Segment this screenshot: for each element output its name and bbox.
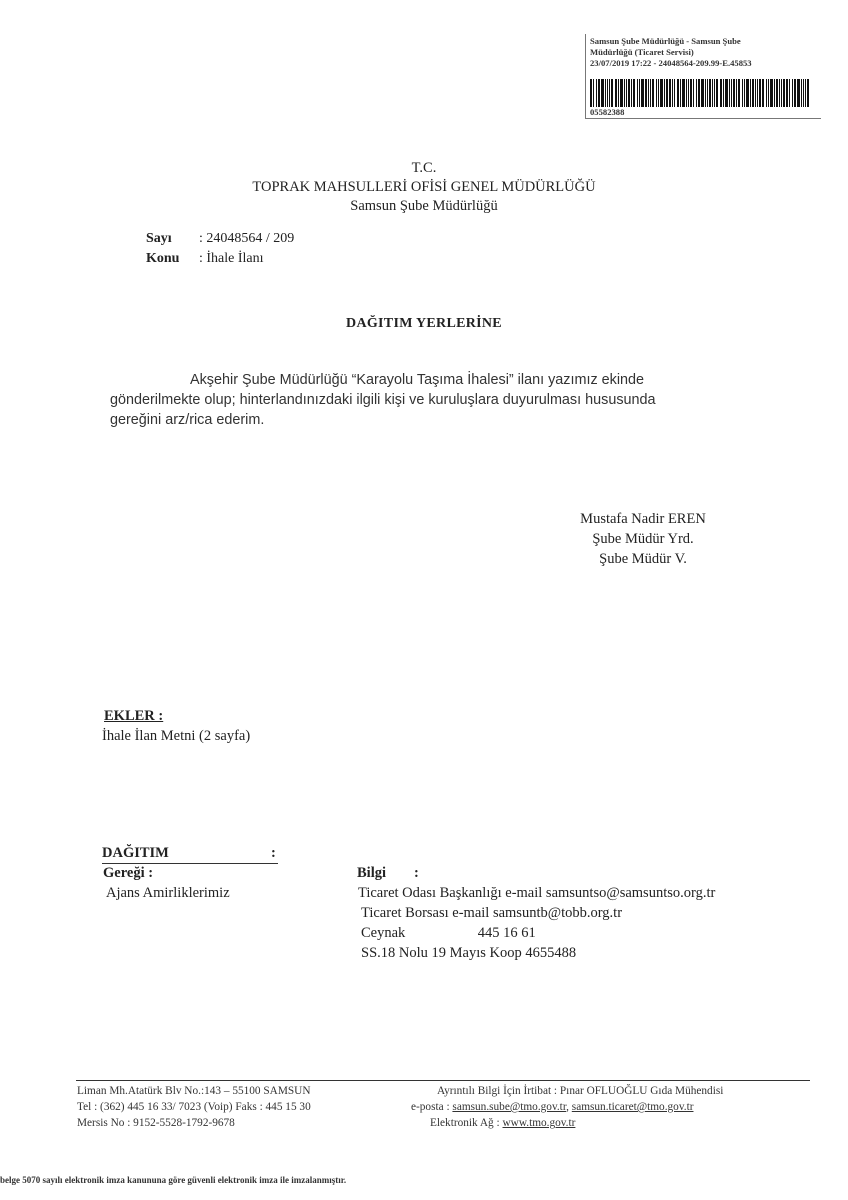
barcode-bar — [686, 79, 687, 107]
barcode-bar — [680, 79, 681, 107]
barcode-bar — [794, 79, 796, 107]
barcode-bar — [783, 79, 785, 107]
bilgi-colon: : — [414, 865, 419, 881]
distribution-colon: : — [271, 845, 276, 861]
barcode-bar — [736, 79, 737, 107]
barcode-bar — [669, 79, 671, 107]
barcode-bar — [637, 79, 638, 107]
document-stamp — [585, 34, 821, 119]
barcode-bar — [656, 79, 657, 107]
barcode-bar — [766, 79, 767, 107]
footer-web-link[interactable]: www.tmo.gov.tr — [502, 1117, 576, 1129]
footer-phone: Tel : (362) 445 16 33/ 7023 (Voip) Faks : 445 15 30 — [77, 1101, 311, 1113]
distribution-heading: DAĞITIM — [102, 845, 169, 861]
bilgi-item: Ceynak 445 16 61 — [361, 925, 536, 941]
body-line-2: gönderilmekte olup; hinterlandınızdaki ilgili kişi ve kuruluşlara duyurulması hususunda — [110, 392, 656, 408]
signatory-name: Mustafa Nadir EREN — [580, 511, 706, 527]
barcode-bar — [650, 79, 651, 107]
attachment-item: İhale İlan Metni (2 sayfa) — [102, 728, 251, 744]
barcode-bar — [742, 79, 743, 107]
barcode-bar — [598, 79, 600, 107]
barcode-bar — [716, 79, 718, 107]
barcode-bar — [674, 79, 675, 107]
barcode-bar — [693, 79, 694, 107]
sayi-value: : 24048564 / 209 — [199, 231, 295, 246]
barcode-bar — [801, 79, 802, 107]
gerek-label: Gereği : — [103, 865, 154, 881]
barcode-bar — [664, 79, 665, 107]
footer-email-link-2[interactable]: samsun.ticaret@tmo.gov.tr — [571, 1101, 694, 1113]
barcode-bar — [774, 79, 775, 107]
bilgi-item: Ticaret Odası Başkanlığı e-mail samsuntso@samsuntso.org.tr — [358, 885, 716, 901]
barcode-bar — [618, 79, 619, 107]
barcode-bar — [725, 79, 728, 107]
barcode-bar — [752, 79, 754, 107]
barcode-bar — [677, 79, 679, 107]
barcode-bar — [757, 79, 758, 107]
barcode-bar — [733, 79, 735, 107]
barcode-bar — [615, 79, 617, 107]
barcode-bar — [759, 79, 761, 107]
footer-divider — [76, 1080, 810, 1081]
barcode-bar — [712, 79, 713, 107]
barcode-bar — [731, 79, 732, 107]
barcode-bar — [781, 79, 782, 107]
barcode-bar — [720, 79, 722, 107]
stamp-service: Müdürlüğü (Ticaret Servisi) — [590, 47, 694, 57]
bilgi-item: Ticaret Borsası e-mail samsuntb@tobb.org.tr — [361, 905, 623, 921]
barcode-bar — [672, 79, 673, 107]
bilgi-label: Bilgi — [357, 865, 387, 881]
barcode-bar — [698, 79, 700, 107]
barcode-bar — [641, 79, 644, 107]
barcode-bar — [682, 79, 685, 107]
barcode-bar — [633, 79, 635, 107]
footer-email-link-1[interactable]: samsun.sube@tmo.gov.tr — [452, 1101, 567, 1113]
barcode-bar — [688, 79, 689, 107]
barcode-bar — [666, 79, 668, 107]
footer-email-row — [411, 1100, 693, 1115]
header-organization: TOPRAK MAHSULLERİ OFİSİ GENEL MÜDÜRLÜĞÜ — [252, 179, 596, 195]
barcode-bar — [590, 79, 592, 107]
barcode-bar — [797, 79, 800, 107]
gerek-item: Ajans Amirliklerimiz — [106, 885, 230, 901]
body-line-1: Akşehir Şube Müdürlüğü “Karayolu Taşıma İhalesi” ilanı yazımız ekinde — [190, 372, 645, 388]
e-signature-note: belge 5070 sayılı elektronik imza kanununa göre güvenli elektronik imza ile imzalanmıştır. — [0, 1175, 347, 1185]
barcode-bar — [768, 79, 769, 107]
footer-web-label: Elektronik Ağ : — [430, 1117, 500, 1129]
barcode-bar — [624, 79, 625, 107]
sayi-label: Sayı — [146, 231, 172, 246]
body-line-3: gereğini arz/rica ederim. — [110, 412, 265, 428]
barcode-bar — [723, 79, 724, 107]
barcode-bar — [652, 79, 654, 107]
barcode-bar — [701, 79, 704, 107]
barcode-bar — [746, 79, 749, 107]
barcode-bar — [707, 79, 708, 107]
signatory-title-1: Şube Müdür Yrd. — [592, 531, 694, 547]
barcode-bar — [620, 79, 623, 107]
barcode-bar — [709, 79, 711, 107]
barcode-bar — [593, 79, 594, 107]
barcode-bar — [714, 79, 715, 107]
header-branch: Samsun Şube Müdürlüğü — [350, 198, 498, 214]
konu-label: Konu — [146, 251, 180, 266]
barcode-bar — [648, 79, 649, 107]
barcode-bar — [750, 79, 751, 107]
barcode-bar — [803, 79, 804, 107]
barcode-bar — [776, 79, 778, 107]
header-tc: T.C. — [411, 160, 437, 176]
barcode-bar — [705, 79, 706, 107]
barcode — [590, 79, 812, 107]
footer-web-row — [430, 1116, 575, 1131]
barcode-bar — [658, 79, 659, 107]
konu-value: : İhale İlanı — [199, 251, 264, 266]
barcode-bar — [755, 79, 756, 107]
attachments-heading: EKLER : — [104, 708, 164, 724]
footer-mersis: Mersis No : 9152-5528-1792-9678 — [77, 1117, 235, 1129]
stamp-date-ref: 23/07/2019 17:22 - 24048564-209.99-E.45853 — [590, 58, 752, 68]
barcode-bar — [786, 79, 788, 107]
barcode-bar — [770, 79, 773, 107]
footer-email-label: e-posta : — [411, 1101, 450, 1113]
barcode-bar — [605, 79, 606, 107]
barcode-bar — [660, 79, 663, 107]
footer-email-separator: , — [566, 1101, 569, 1113]
barcode-bar — [596, 79, 597, 107]
bilgi-item: SS.18 Nolu 19 Mayıs Koop 4655488 — [361, 945, 577, 961]
letter-title: DAĞITIM YERLERİNE — [346, 316, 502, 331]
barcode-bar — [628, 79, 630, 107]
barcode-bar — [696, 79, 697, 107]
barcode-bar — [744, 79, 745, 107]
signatory-title-2: Şube Müdür V. — [599, 551, 687, 567]
barcode-bar — [729, 79, 730, 107]
barcode-bar — [639, 79, 640, 107]
barcode-bar — [690, 79, 692, 107]
barcode-bar — [779, 79, 780, 107]
barcode-bar — [601, 79, 604, 107]
barcode-bar — [738, 79, 740, 107]
stamp-number: 05582388 — [590, 107, 625, 117]
barcode-bar — [807, 79, 809, 107]
barcode-bar — [762, 79, 764, 107]
footer-address: Liman Mh.Atatürk Blv No.:143 – 55100 SAMSUN — [77, 1085, 311, 1097]
barcode-bar — [789, 79, 790, 107]
barcode-bar — [805, 79, 806, 107]
barcode-bar — [609, 79, 610, 107]
stamp-office: Samsun Şube Müdürlüğü - Samsun Şube — [590, 36, 741, 46]
barcode-bar — [631, 79, 632, 107]
barcode-bar — [611, 79, 613, 107]
footer-contact: Ayrıntılı Bilgi İçin İrtibat : Pınar OFLUOĞLU Gıda Mühendisi — [437, 1085, 724, 1097]
barcode-bar — [607, 79, 608, 107]
barcode-bar — [792, 79, 793, 107]
barcode-bar — [626, 79, 627, 107]
barcode-bar — [645, 79, 647, 107]
